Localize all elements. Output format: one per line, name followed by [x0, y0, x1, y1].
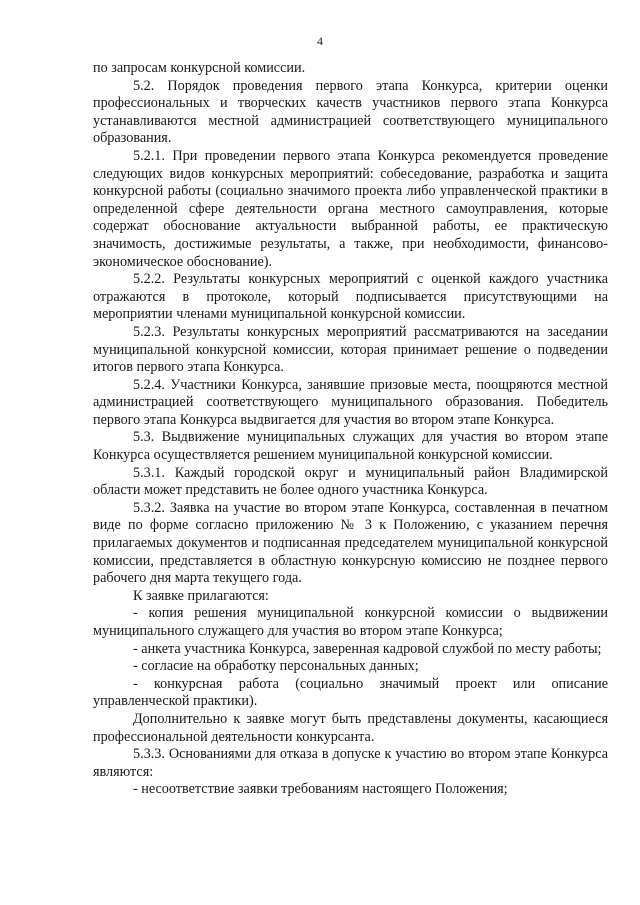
- list-item-questionnaire: - анкета участника Конкурса, заверенная кадровой службой по месту работы;: [133, 640, 602, 657]
- list-item-consent: - согласие на обработку персональных данных;: [133, 658, 419, 675]
- paragraph-5-2-3: 5.2.3. Результаты конкурсных мероприятий рассматриваются на заседании муниципальной конкурсной комиссии, которая принимает решение о подведении итогов первого этапа Конкурса.: [93, 323, 608, 376]
- list-item-noncompliance: - несоответствие заявки требованиям настоящего Положения;: [133, 781, 508, 798]
- paragraph-5-2-1: 5.2.1. При проведении первого этапа Конкурса рекомендуется проведение следующих видов конкурсных мероприятий: собеседование, разработка и защита конкурсной работы (социально значимого проекта либо управленческой практики в определенной сфере деятельности органа местного самоуправления, которые содержат обоснование актуальности выбранной работы, ее практическую значимость, достижимые результаты, а также, при необходимости, финансово-экономическое обоснование).: [93, 147, 608, 270]
- paragraph-continuation: по запросам конкурсной комиссии.: [93, 60, 306, 76]
- paragraph-5-3-2: 5.3.2. Заявка на участие во втором этапе Конкурса, составленная в печатном виде по форме согласно приложению № 3 к Положению, с указанием перечня прилагаемых документов и подписанная председателем муниципальной конкурсной комиссии, представляется в областную конкурсную комиссию не позднее первого рабочего дня марта текущего года.: [93, 499, 608, 587]
- list-item-competition-work: - конкурсная работа (социально значимый проект или описание управленческой практики).: [93, 675, 608, 710]
- page-number: 4: [317, 34, 323, 48]
- document-body: [93, 60, 608, 799]
- paragraph-5-2: 5.2. Порядок проведения первого этапа Конкурса, критерии оценки профессиональных и творческих качеств участников первого этапа Конкурса устанавливаются местной администрацией соответствующего муниципального образования.: [93, 77, 608, 147]
- list-item-decision-copy: - копия решения муниципальной конкурсной комиссии о выдвижении муниципального служащего для участия во втором этапе Конкурса;: [93, 605, 608, 639]
- paragraph-5-3-1: 5.3.1. Каждый городской округ и муниципальный район Владимирской области может представить не более одного участника Конкурса.: [93, 464, 608, 499]
- paragraph-5-2-4: 5.2.4. Участники Конкурса, занявшие призовые места, поощряются местной администрацией соответствующего муниципального образования. Победитель первого этапа Конкурса выдвигается для участия во втором этапе Конкурса.: [93, 376, 608, 428]
- paragraph-attachments-intro: К заявке прилагаются:: [133, 587, 269, 604]
- paragraph-5-2-2: 5.2.2. Результаты конкурсных мероприятий с оценкой каждого участника отражаются в протоколе, который подписывается присутствующими на мероприятии членами муниципальной конкурсной комиссии.: [93, 271, 608, 323]
- paragraph-additional-documents: Дополнительно к заявке могут быть представлены документы, касающиеся профессиональной деятельности конкурсанта.: [93, 710, 608, 745]
- paragraph-5-3-3: 5.3.3. Основаниями для отказа в допуске к участию во втором этапе Конкурса являются:: [93, 746, 608, 780]
- paragraph-5-3: 5.3. Выдвижение муниципальных служащих для участия во втором этапе Конкурса осуществляется решением муниципальной конкурсной комиссии.: [93, 429, 608, 464]
